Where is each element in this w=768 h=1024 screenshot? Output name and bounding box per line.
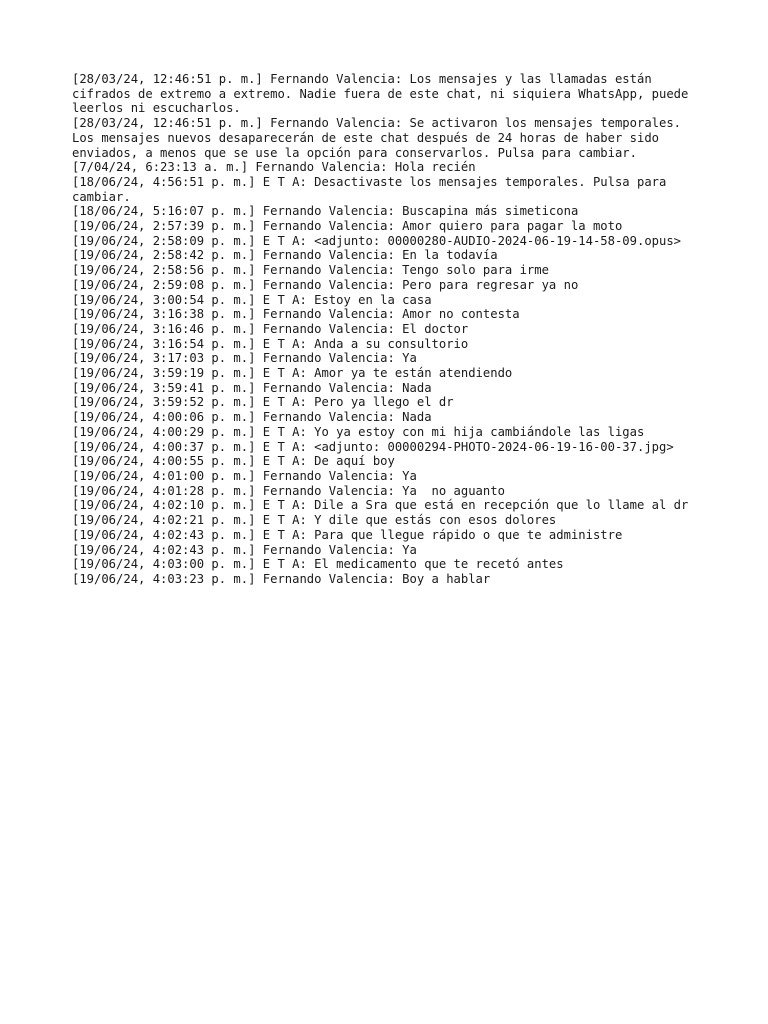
chat-line: [7/04/24, 6:23:13 a. m.] Fernando Valencia: Hola recién [72, 160, 476, 175]
chat-line: [19/06/24, 4:00:55 p. m.] E T A: De aquí boy [72, 454, 395, 469]
chat-line: [19/06/24, 2:59:08 p. m.] Fernando Valencia: Pero para regresar ya no [72, 277, 579, 292]
chat-line: [18/06/24, 4:56:51 p. m.] E T A: Desactivaste los mensajes temporales. Pulsa para cambiar. [72, 174, 674, 204]
chat-line: [19/06/24, 4:00:37 p. m.] E T A: <adjunto: 00000294-PHOTO-2024-06-19-16-00-37.jpg> [72, 439, 674, 454]
chat-line: [19/06/24, 3:59:41 p. m.] Fernando Valencia: Nada [72, 380, 432, 395]
chat-line: [19/06/24, 2:57:39 p. m.] Fernando Valencia: Amor quiero para pagar la moto [72, 219, 623, 234]
chat-line: [19/06/24, 4:03:00 p. m.] E T A: El medicamento que te recetó antes [72, 557, 564, 572]
chat-line: [19/06/24, 3:17:03 p. m.] Fernando Valencia: Ya [72, 351, 417, 366]
chat-line: [19/06/24, 4:03:23 p. m.] Fernando Valencia: Boy a hablar [72, 571, 491, 586]
chat-line: [19/06/24, 3:59:19 p. m.] E T A: Amor ya te están atendiendo [72, 366, 513, 381]
chat-line: [19/06/24, 2:58:56 p. m.] Fernando Valencia: Tengo solo para irme [72, 263, 549, 278]
chat-line: [19/06/24, 2:58:09 p. m.] E T A: <adjunto: 00000280-AUDIO-2024-06-19-14-58-09.opus> [72, 233, 682, 248]
chat-line: [19/06/24, 4:00:06 p. m.] Fernando Valencia: Nada [72, 410, 432, 425]
chat-line: [19/06/24, 4:02:21 p. m.] E T A: Y dile que estás con esos dolores [72, 513, 557, 528]
chat-line: [19/06/24, 4:02:43 p. m.] E T A: Para que llegue rápido o que te administre [72, 527, 623, 542]
chat-line: [19/06/24, 3:16:46 p. m.] Fernando Valencia: El doctor [72, 321, 469, 336]
chat-transcript [72, 72, 702, 587]
chat-line: [28/03/24, 12:46:51 p. m.] Fernando Valencia: Se activaron los mensajes temporales. Los mensajes nuevos desaparecerán de este chat después de 24 horas de haber sido enviados, a menos que se use la opción para conservarlos. Pulsa para cambiar. [72, 116, 689, 160]
chat-line: [19/06/24, 4:02:10 p. m.] E T A: Dile a Sra que está en recepción que lo llame al dr [72, 498, 689, 513]
chat-line: [19/06/24, 2:58:42 p. m.] Fernando Valencia: En la todavía [72, 248, 498, 263]
chat-line: [19/06/24, 4:00:29 p. m.] E T A: Yo ya estoy con mi hija cambiándole las ligas [72, 424, 645, 439]
chat-line: [19/06/24, 4:01:00 p. m.] Fernando Valencia: Ya [72, 468, 417, 483]
chat-line: [28/03/24, 12:46:51 p. m.] Fernando Valencia: Los mensajes y las llamadas están cifrados de extremo a extremo. Nadie fuera de este chat, ni siquiera WhatsApp, puede leerlos ni escucharlos. [72, 72, 696, 116]
chat-line: [19/06/24, 3:16:38 p. m.] Fernando Valencia: Amor no contesta [72, 307, 520, 322]
chat-line: [19/06/24, 3:16:54 p. m.] E T A: Anda a su consultorio [72, 336, 469, 351]
chat-line: [19/06/24, 4:02:43 p. m.] Fernando Valencia: Ya [72, 542, 417, 557]
chat-line: [19/06/24, 3:00:54 p. m.] E T A: Estoy en la casa [72, 292, 432, 307]
chat-line: [19/06/24, 4:01:28 p. m.] Fernando Valencia: Ya no aguanto [72, 483, 505, 498]
chat-line: [18/06/24, 5:16:07 p. m.] Fernando Valencia: Buscapina más simeticona [72, 204, 579, 219]
chat-line: [19/06/24, 3:59:52 p. m.] E T A: Pero ya llego el dr [72, 395, 454, 410]
